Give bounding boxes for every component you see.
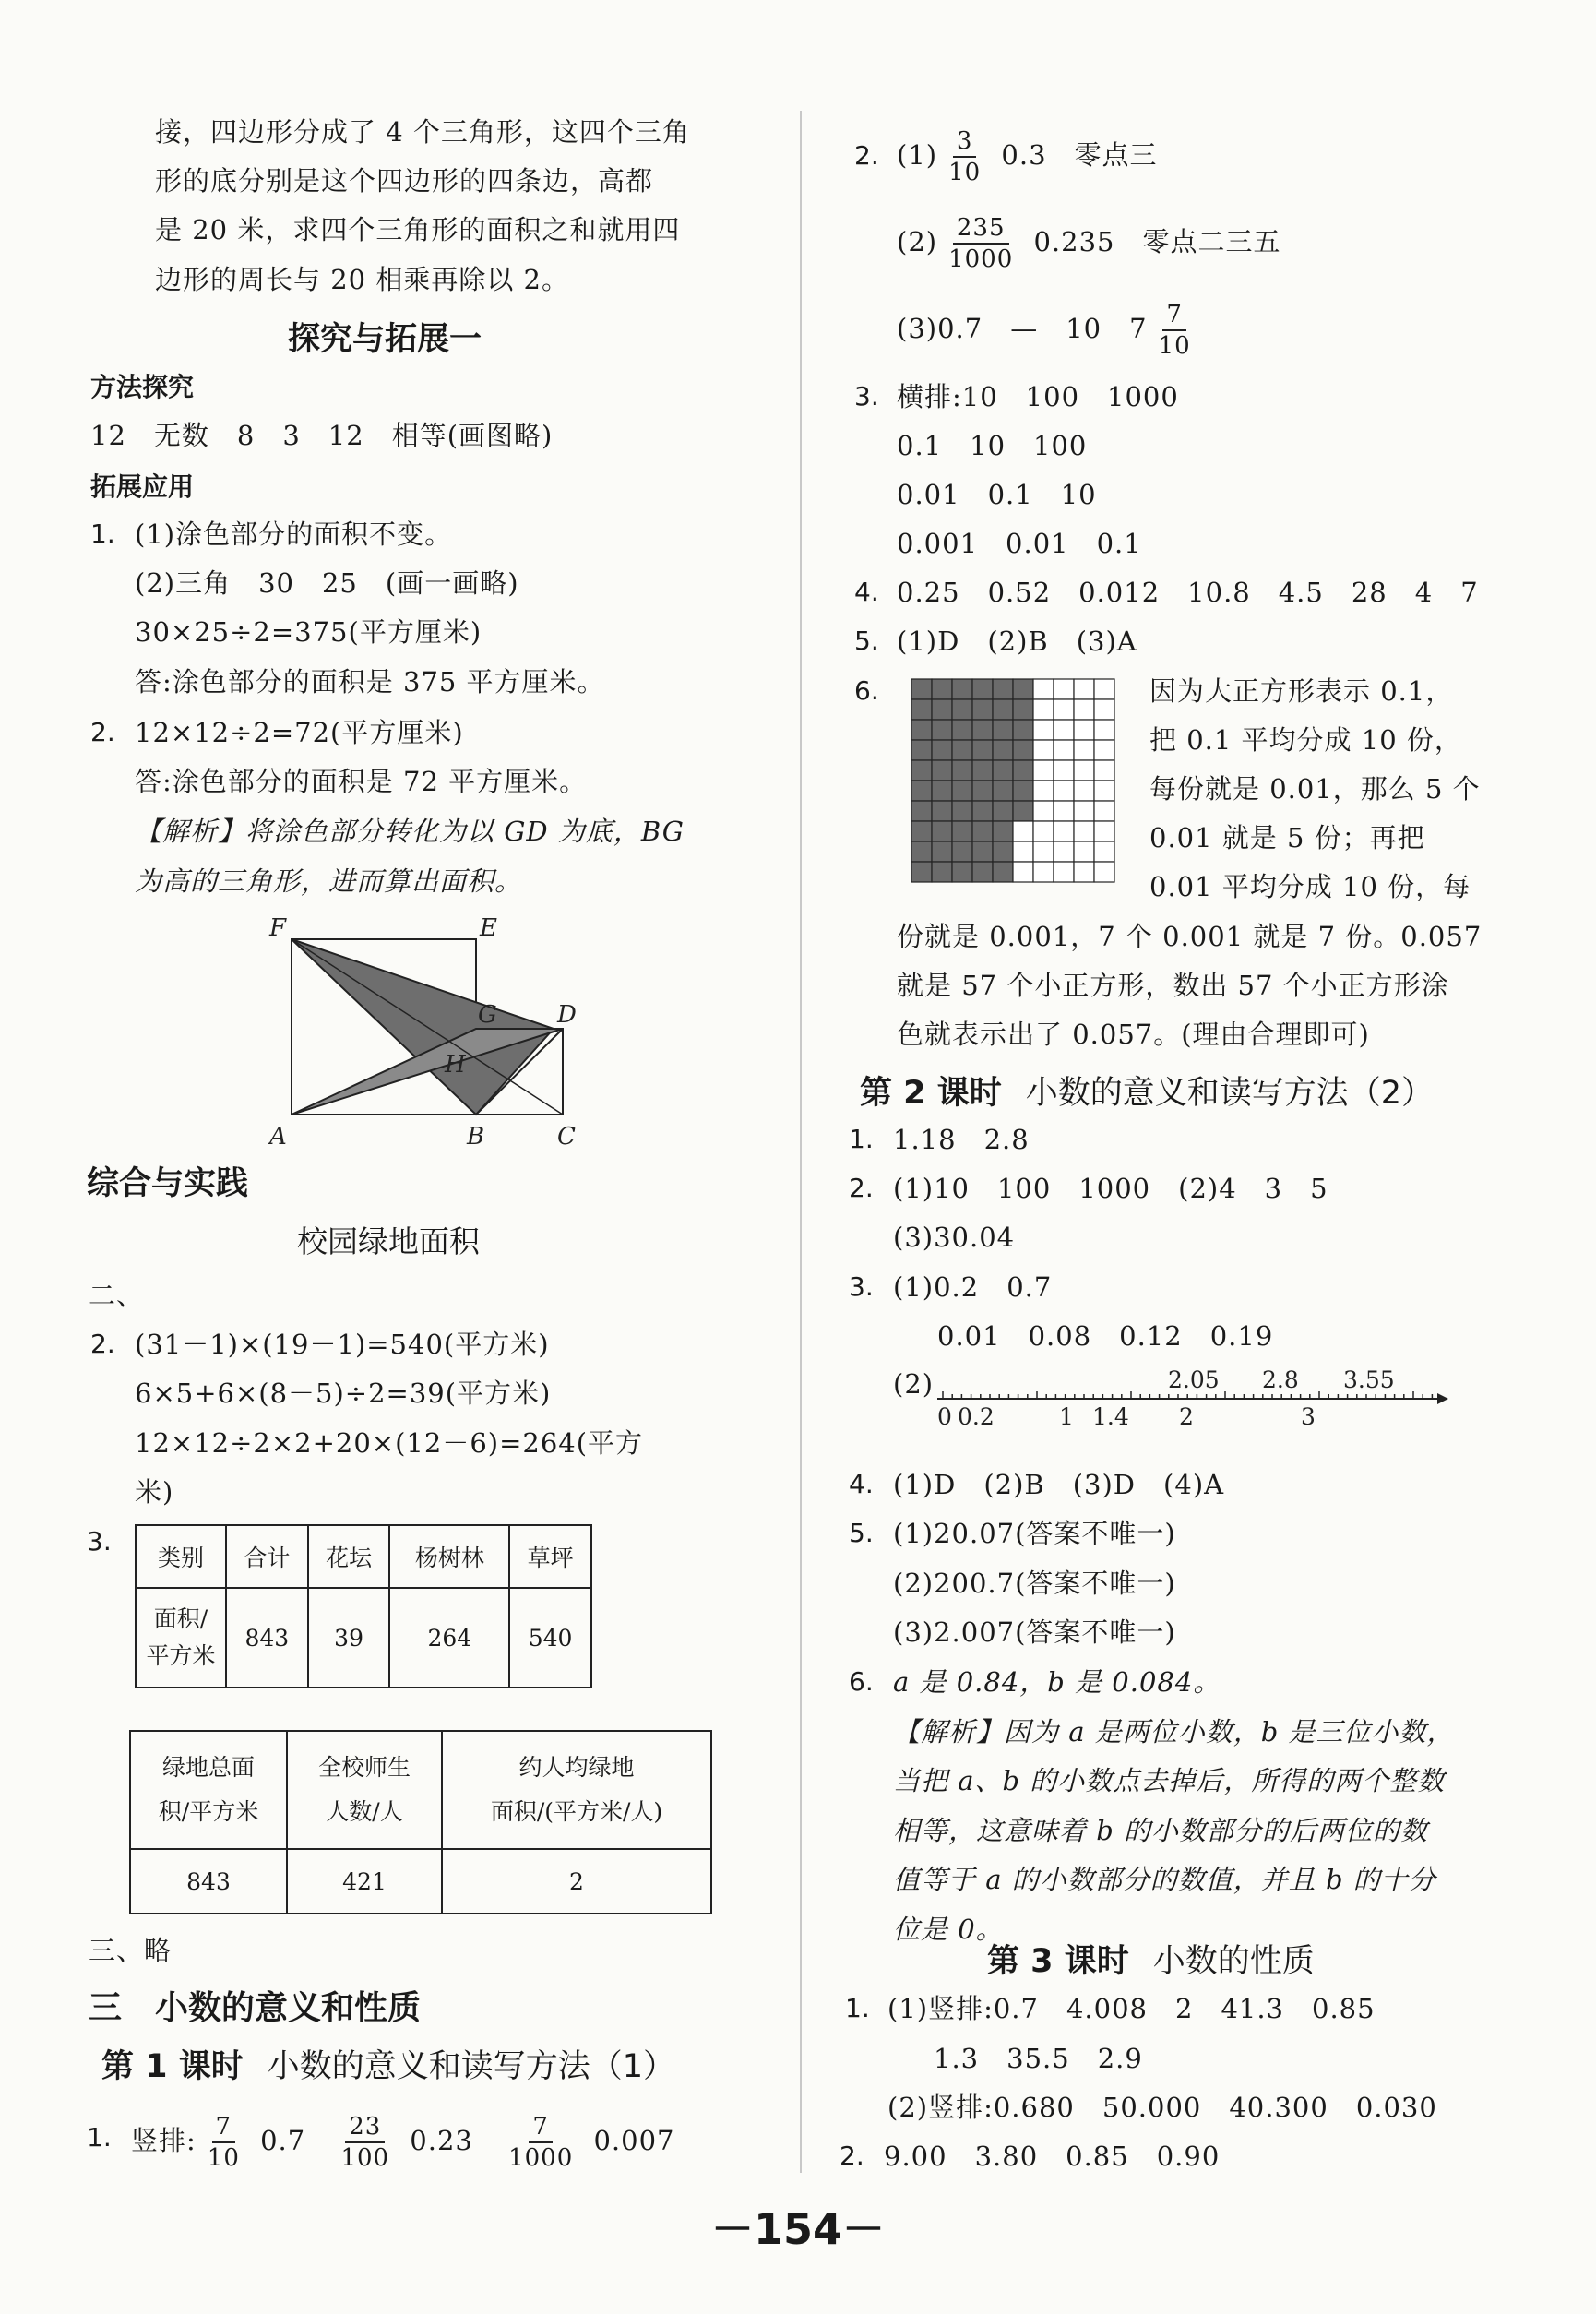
practice-subtitle: 校园绿地面积 bbox=[297, 1223, 480, 1259]
answer-line: (3)30.04 bbox=[893, 1222, 1016, 1253]
grid-cell-shaded bbox=[1013, 760, 1033, 781]
grid-cell bbox=[1094, 821, 1114, 841]
apply-title: 拓展应用 bbox=[90, 471, 195, 502]
answer-line: 6×5+6×(8－5)÷2=39(平方米) bbox=[135, 1378, 552, 1409]
grid-cell-shaded bbox=[993, 821, 1013, 841]
grid-cell-shaded bbox=[932, 781, 952, 801]
label-C: C bbox=[557, 1123, 576, 1151]
answer-line: (1)D (2)B (3)D (4)A bbox=[893, 1469, 1225, 1500]
lesson-title: 小数的性质 bbox=[1152, 1943, 1315, 1980]
grid-cell-shaded bbox=[952, 760, 972, 781]
grid-cell-shaded bbox=[932, 821, 952, 841]
grid-cell-shaded bbox=[911, 720, 932, 740]
grid-cell bbox=[1074, 801, 1094, 821]
denominator: 10 bbox=[948, 159, 982, 186]
answer-line: 因为大正方形表示 0.1， bbox=[1149, 675, 1454, 707]
grid-cell bbox=[1074, 720, 1094, 740]
top-label: 3.55 bbox=[1343, 1366, 1395, 1393]
grid-cell-shaded bbox=[972, 862, 993, 882]
answer-line bbox=[897, 118, 1158, 192]
grid-cell-shaded bbox=[972, 679, 993, 699]
bottom-label: 2 bbox=[1179, 1403, 1194, 1430]
grid-cell-shaded bbox=[993, 841, 1013, 862]
section-title-practice: 综合与实践 bbox=[87, 1165, 249, 1202]
grid-cell-shaded bbox=[911, 760, 932, 781]
table-header: 合计 bbox=[226, 1525, 308, 1588]
grid-cell-shaded bbox=[952, 740, 972, 760]
answer-line: 0.001 0.01 0.1 bbox=[897, 528, 1142, 559]
grid-cell-shaded bbox=[1013, 801, 1033, 821]
lesson-number: 第 2 课时 bbox=[860, 1075, 1002, 1112]
grid-cell bbox=[1054, 760, 1074, 781]
grid-cell bbox=[1033, 862, 1054, 882]
grid-cell bbox=[1033, 841, 1054, 862]
denominator: 1000 bbox=[508, 2144, 574, 2172]
bottom-label: 1 bbox=[1059, 1403, 1074, 1430]
answer-line: 0.1 10 100 bbox=[897, 430, 1088, 461]
answer-line: 0.01 0.1 10 bbox=[897, 479, 1097, 510]
answer-line: 12×12÷2=72(平方厘米) bbox=[135, 717, 464, 748]
part-label: 三、略 bbox=[89, 1935, 173, 1966]
question-number: 4. bbox=[854, 577, 879, 607]
top-label: 2.8 bbox=[1262, 1366, 1299, 1393]
fraction bbox=[945, 213, 1017, 274]
answer-line: a 是 0.84，b 是 0.084。 bbox=[893, 1666, 1221, 1698]
answer-line: 答:涂色部分的面积是 375 平方厘米。 bbox=[135, 666, 605, 698]
answer-line: 每份就是 0.01，那么 5 个 bbox=[1149, 773, 1481, 805]
grid-cell bbox=[1074, 740, 1094, 760]
answer-prefix: 竖排: bbox=[131, 2125, 197, 2156]
grid-cell-shaded bbox=[993, 760, 1013, 781]
grid-cell bbox=[1013, 841, 1033, 862]
answer-line: 米) bbox=[135, 1476, 174, 1508]
table-cell: 264 bbox=[389, 1588, 509, 1688]
intro-line: 形的底分别是这个四边形的四条边，高都 bbox=[155, 165, 654, 197]
analysis-line: 当把 a、b 的小数点去掉后，所得的两个整数 bbox=[893, 1765, 1446, 1796]
answer-prefix: (2) bbox=[893, 1368, 935, 1400]
lesson-heading bbox=[987, 1936, 1315, 1982]
grid-cell-shaded bbox=[1013, 679, 1033, 699]
table-cell: 421 bbox=[287, 1849, 442, 1914]
answer-line: (1)D (2)B (3)A bbox=[897, 626, 1137, 657]
grid-cell bbox=[1033, 801, 1054, 821]
numerator: 7 bbox=[212, 2112, 236, 2143]
answer-line: 答:涂色部分的面积是 72 平方厘米。 bbox=[135, 766, 588, 797]
answer-line: 0.01 就是 5 份；再把 bbox=[1149, 822, 1425, 853]
grid-cell-shaded bbox=[932, 679, 952, 699]
answer-line: (2)竖排:0.680 50.000 40.300 0.030 bbox=[887, 2092, 1437, 2123]
number-line bbox=[932, 1362, 1448, 1432]
grid-cell-shaded bbox=[911, 821, 932, 841]
analysis-line: 值等于 a 的小数部分的数值，并且 b 的十分 bbox=[893, 1864, 1436, 1895]
grid-cell bbox=[1094, 781, 1114, 801]
label-B: B bbox=[467, 1123, 485, 1151]
grid-cell bbox=[1054, 699, 1074, 720]
table-cell: 843 bbox=[130, 1849, 287, 1914]
answer-prefix: (1) bbox=[897, 139, 938, 171]
grid-cell-shaded bbox=[972, 740, 993, 760]
grid-cell bbox=[1094, 841, 1114, 862]
bottom-label: 0 bbox=[937, 1403, 952, 1430]
lesson-number: 第 1 课时 bbox=[101, 2048, 244, 2085]
grid-cell-shaded bbox=[952, 841, 972, 862]
question-number: 3. bbox=[854, 381, 879, 412]
grid-cell bbox=[1054, 720, 1074, 740]
green-area-table bbox=[129, 1730, 712, 1914]
area-table bbox=[135, 1524, 592, 1688]
question-number: 1. bbox=[90, 519, 115, 549]
denominator: 10 bbox=[1158, 332, 1191, 360]
fraction bbox=[204, 2112, 244, 2173]
lesson-title: 小数的意义和读写方法（2） bbox=[1025, 1075, 1435, 1112]
unit-title: 三 小数的意义和性质 bbox=[89, 1989, 422, 2027]
table-cell: 843 bbox=[226, 1588, 308, 1688]
bottom-label: 1.4 bbox=[1092, 1403, 1129, 1430]
geometry-figure bbox=[249, 913, 600, 1153]
question-number: 1. bbox=[87, 2122, 112, 2153]
question-number: 2. bbox=[854, 140, 879, 171]
grid-cell-shaded bbox=[972, 781, 993, 801]
label-D: D bbox=[557, 1001, 577, 1029]
bottom-label: 3 bbox=[1301, 1403, 1316, 1430]
table-cell: 39 bbox=[308, 1588, 390, 1688]
grid-cell-shaded bbox=[972, 821, 993, 841]
answer-line: (2)三角 30 25 (画一画略) bbox=[135, 567, 519, 599]
answer-line bbox=[897, 292, 1202, 365]
numerator: 7 bbox=[1162, 300, 1186, 331]
header-line: 全校师生 bbox=[317, 1754, 411, 1781]
grid-cell bbox=[1094, 801, 1114, 821]
grid-cell bbox=[1074, 781, 1094, 801]
grid-cell-shaded bbox=[932, 862, 952, 882]
row-label-line: 平方米 bbox=[146, 1642, 216, 1669]
question-number: 1. bbox=[849, 1124, 874, 1154]
grid-cell-shaded bbox=[911, 699, 932, 720]
denominator: 10 bbox=[207, 2144, 240, 2172]
intro-line: 边形的周长与 20 相乘再除以 2。 bbox=[155, 264, 570, 295]
question-number: 1. bbox=[845, 1993, 870, 2023]
grid-cell-shaded bbox=[952, 699, 972, 720]
grid-cell-shaded bbox=[911, 801, 932, 821]
fraction bbox=[337, 2112, 393, 2173]
grid-cell-shaded bbox=[993, 781, 1013, 801]
answer-line: (1)0.2 0.7 bbox=[893, 1271, 1053, 1303]
decimal-value: 0.7 bbox=[260, 2125, 306, 2156]
lesson-title: 小数的意义和读写方法（1） bbox=[267, 2048, 676, 2085]
fraction bbox=[505, 2112, 577, 2173]
grid-cell bbox=[1033, 720, 1054, 740]
question-number: 2. bbox=[90, 1329, 115, 1359]
label-H: H bbox=[445, 1051, 466, 1079]
grid-cell-shaded bbox=[932, 760, 952, 781]
grid-cell-shaded bbox=[1013, 699, 1033, 720]
label-G: G bbox=[478, 1001, 497, 1029]
lesson-heading bbox=[101, 2041, 675, 2087]
answer-line: 色就表示出了 0.057。(理由合理即可) bbox=[897, 1019, 1370, 1050]
question-number: 6. bbox=[854, 675, 879, 706]
grid-cell bbox=[1074, 699, 1094, 720]
grid-cell-shaded bbox=[932, 720, 952, 740]
table-header bbox=[130, 1731, 287, 1849]
answer-line: 1.18 2.8 bbox=[893, 1124, 1030, 1155]
grid-cell-shaded bbox=[952, 821, 972, 841]
grid-cell bbox=[1074, 841, 1094, 862]
header-line: 积/平方米 bbox=[158, 1798, 259, 1825]
grid-cell-shaded bbox=[972, 760, 993, 781]
question-number: 2. bbox=[840, 2141, 864, 2171]
intro-line: 接，四边形分成了 4 个三角形，这四个三角 bbox=[155, 116, 690, 148]
grid-cell bbox=[1054, 801, 1074, 821]
question-number: 5. bbox=[854, 626, 879, 656]
answer-line bbox=[131, 2104, 675, 2177]
grid-cell bbox=[1094, 740, 1114, 760]
method-answer: 12 无数 8 3 12 相等(画图略) bbox=[90, 420, 554, 451]
grid-cell-shaded bbox=[1013, 740, 1033, 760]
answer-line: 0.25 0.52 0.012 10.8 4.5 28 4 7 bbox=[897, 577, 1479, 608]
part-label: 二、 bbox=[89, 1280, 145, 1311]
answer-line: 0.01 0.08 0.12 0.19 bbox=[937, 1320, 1274, 1352]
grid-cell bbox=[1094, 699, 1114, 720]
lesson-number: 第 3 课时 bbox=[987, 1943, 1129, 1980]
answer-prefix: (2) bbox=[897, 226, 938, 257]
grid-cell-shaded bbox=[1013, 781, 1033, 801]
analysis-line: 为高的三角形，进而算出面积。 bbox=[135, 865, 523, 897]
grid-cell-shaded bbox=[952, 801, 972, 821]
grid-cell bbox=[1074, 821, 1094, 841]
lesson-heading bbox=[860, 1068, 1434, 1114]
column-divider bbox=[800, 111, 802, 2173]
page-number: －154－ bbox=[710, 2204, 886, 2254]
shaded-triangle-upper bbox=[292, 939, 554, 1115]
answer-line: 9.00 3.80 0.85 0.90 bbox=[884, 2141, 1221, 2172]
fraction bbox=[945, 126, 984, 187]
decimal-value: 0.007 bbox=[593, 2125, 675, 2156]
grid-cell-shaded bbox=[932, 740, 952, 760]
denominator: 1000 bbox=[948, 245, 1014, 273]
grid-cell bbox=[1094, 679, 1114, 699]
grid-cell bbox=[1033, 760, 1054, 781]
grid-cell-shaded bbox=[952, 679, 972, 699]
answer-line: (1)20.07(答案不唯一) bbox=[893, 1518, 1176, 1549]
grid-cell-shaded bbox=[932, 841, 952, 862]
grid-cell bbox=[1054, 862, 1074, 882]
fraction bbox=[1155, 300, 1195, 361]
answer-line: (31－1)×(19－1)=540(平方米) bbox=[135, 1329, 550, 1360]
table-header: 草坪 bbox=[509, 1525, 591, 1588]
label-A: A bbox=[269, 1123, 287, 1151]
grid-cell-shaded bbox=[993, 720, 1013, 740]
grid-cell bbox=[1054, 740, 1074, 760]
answer-line: 份就是 0.001，7 个 0.001 就是 7 份。0.057 bbox=[897, 921, 1483, 952]
analysis-line: 相等，这意味着 b 的小数部分的后两位的数 bbox=[893, 1815, 1429, 1846]
row-label-line: 面积/ bbox=[153, 1605, 208, 1632]
numerator: 7 bbox=[529, 2112, 553, 2143]
question-number: 3. bbox=[849, 1271, 874, 1302]
grid-cell-shaded bbox=[1013, 720, 1033, 740]
grid-cell-shaded bbox=[993, 801, 1013, 821]
grid-cell-shaded bbox=[911, 781, 932, 801]
answer-line: 30×25÷2=375(平方厘米) bbox=[135, 616, 482, 648]
answer-line: (1)10 100 1000 (2)4 3 5 bbox=[893, 1173, 1328, 1204]
table-header bbox=[442, 1731, 711, 1849]
table-cell: 540 bbox=[509, 1588, 591, 1688]
label-F: F bbox=[269, 914, 287, 942]
answer-line: (1)涂色部分的面积不变。 bbox=[135, 519, 453, 550]
grid-cell-shaded bbox=[911, 841, 932, 862]
grid-cell bbox=[1033, 699, 1054, 720]
grid-cell bbox=[1094, 760, 1114, 781]
grid-cell bbox=[1013, 821, 1033, 841]
answer-line: 横排:10 100 1000 bbox=[897, 381, 1179, 412]
grid-cell bbox=[1074, 862, 1094, 882]
table-header: 杨树林 bbox=[389, 1525, 509, 1588]
question-number: 3. bbox=[87, 1526, 112, 1557]
grid-cell-shaded bbox=[972, 699, 993, 720]
table-header: 类别 bbox=[136, 1525, 226, 1588]
answer-line: 12×12÷2×2+20×(12－6)=264(平方 bbox=[135, 1427, 644, 1459]
grid-cell bbox=[1094, 720, 1114, 740]
grid-cell-shaded bbox=[911, 862, 932, 882]
numerator: 3 bbox=[953, 126, 977, 158]
grid-cell bbox=[1013, 862, 1033, 882]
numerator: 235 bbox=[953, 213, 1009, 245]
grid-cell-shaded bbox=[952, 862, 972, 882]
table-header: 花坛 bbox=[308, 1525, 390, 1588]
grid-cell-shaded bbox=[993, 699, 1013, 720]
grid-cell bbox=[1054, 841, 1074, 862]
method-title: 方法探究 bbox=[90, 372, 195, 402]
grid-cell-shaded bbox=[911, 679, 932, 699]
grid-cell-shaded bbox=[993, 740, 1013, 760]
analysis-line: 位是 0。 bbox=[893, 1914, 1004, 1945]
grid-cell-shaded bbox=[972, 841, 993, 862]
decimal-grid bbox=[910, 677, 1116, 884]
header-line: 绿地总面 bbox=[161, 1754, 255, 1781]
answer-line: 1.3 35.5 2.9 bbox=[934, 2043, 1143, 2074]
grid-cell-shaded bbox=[993, 862, 1013, 882]
question-number: 6. bbox=[849, 1666, 874, 1697]
table-row-label bbox=[136, 1588, 226, 1688]
answer-line: 就是 57 个小正方形，数出 57 个小正方形涂 bbox=[897, 970, 1449, 1001]
grid-cell bbox=[1033, 740, 1054, 760]
answer-line: 0.01 平均分成 10 份，每 bbox=[1149, 871, 1471, 902]
answer-text: 0.3 零点三 bbox=[1001, 139, 1158, 171]
answer-line: (3)2.007(答案不唯一) bbox=[893, 1616, 1176, 1648]
table-header bbox=[287, 1731, 442, 1849]
grid-cell bbox=[1094, 862, 1114, 882]
grid-cell bbox=[1054, 781, 1074, 801]
grid-cell-shaded bbox=[993, 679, 1013, 699]
analysis-line: 【解析】因为 a 是两位小数，b 是三位小数， bbox=[893, 1716, 1455, 1747]
grid-cell-shaded bbox=[952, 720, 972, 740]
question-number: 4. bbox=[849, 1469, 874, 1499]
table-cell: 2 bbox=[442, 1849, 711, 1914]
top-label: 2.05 bbox=[1168, 1366, 1220, 1393]
grid-cell bbox=[1054, 821, 1074, 841]
grid-cell bbox=[1033, 821, 1054, 841]
header-line: 约人均绿地 bbox=[518, 1754, 635, 1781]
grid-cell-shaded bbox=[952, 781, 972, 801]
question-number: 5. bbox=[849, 1518, 874, 1548]
decimal-value: 0.23 bbox=[410, 2125, 473, 2156]
answer-line bbox=[897, 205, 1281, 279]
grid-cell-shaded bbox=[932, 699, 952, 720]
question-number: 2. bbox=[849, 1173, 874, 1203]
grid-cell bbox=[1054, 679, 1074, 699]
denominator: 100 bbox=[340, 2144, 390, 2172]
grid-cell bbox=[1074, 760, 1094, 781]
label-E: E bbox=[480, 914, 497, 942]
answer-text: 0.235 零点二三五 bbox=[1033, 226, 1281, 257]
grid-cell bbox=[1033, 679, 1054, 699]
section-title-explore: 探究与拓展一 bbox=[288, 321, 482, 358]
grid-cell-shaded bbox=[972, 720, 993, 740]
grid-cell-shaded bbox=[911, 740, 932, 760]
header-line: 面积/(平方米/人) bbox=[490, 1798, 663, 1825]
analysis-line: 【解析】将涂色部分转化为以 GD 为底，BG bbox=[135, 816, 685, 847]
header-line: 人数/人 bbox=[326, 1798, 403, 1825]
answer-line: (2)200.7(答案不唯一) bbox=[893, 1568, 1176, 1599]
question-number: 2. bbox=[90, 717, 115, 747]
intro-line: 是 20 米，求四个三角形的面积之和就用四 bbox=[155, 214, 681, 245]
grid-cell-shaded bbox=[972, 801, 993, 821]
grid-cell-shaded bbox=[932, 801, 952, 821]
bottom-label: 0.2 bbox=[958, 1403, 995, 1430]
grid-cell bbox=[1033, 781, 1054, 801]
answer-line: 把 0.1 平均分成 10 份， bbox=[1149, 724, 1462, 756]
answer-text: (3)0.7 — 10 7 bbox=[897, 313, 1148, 344]
grid-cell bbox=[1074, 679, 1094, 699]
numerator: 23 bbox=[345, 2112, 385, 2143]
answer-line: (1)竖排:0.7 4.008 2 41.3 0.85 bbox=[887, 1993, 1376, 2024]
